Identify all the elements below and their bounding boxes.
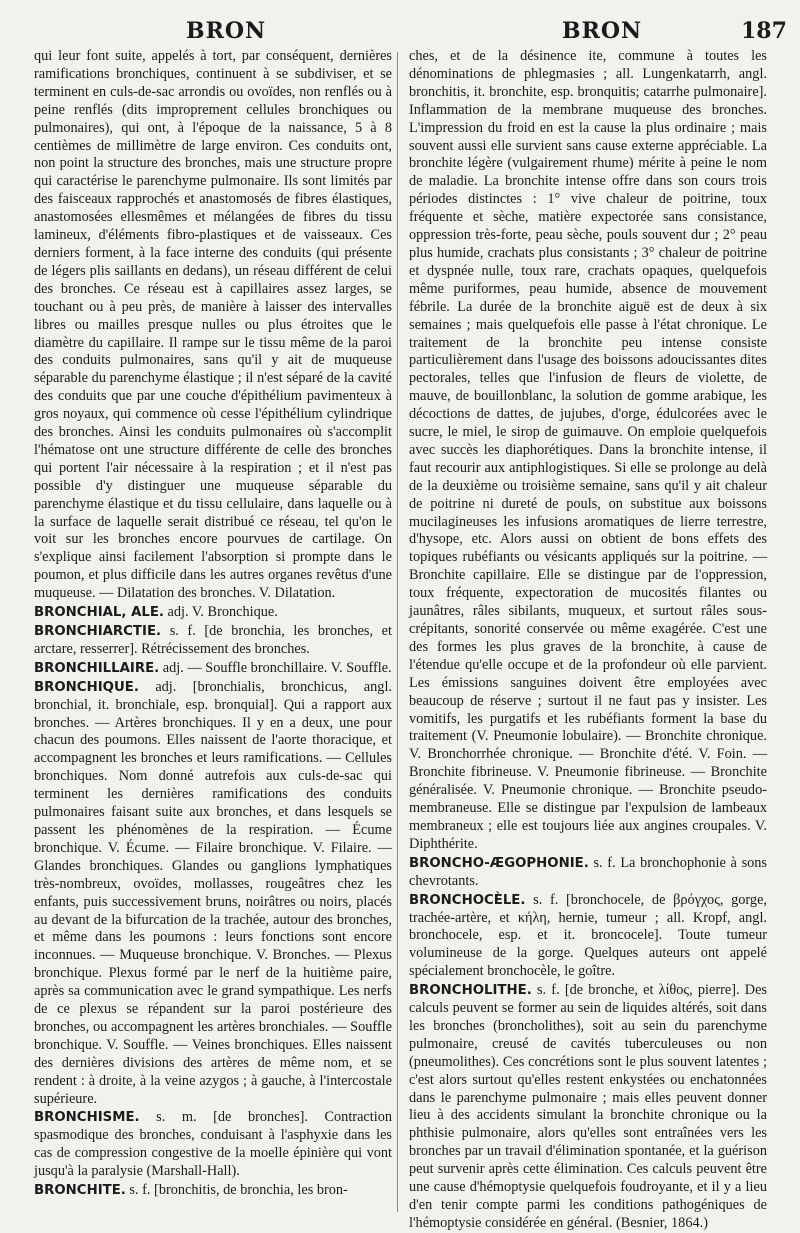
headword: BRONCHIAL, ALE. <box>34 605 164 621</box>
definition: adj. V. Bronchique. <box>163 604 278 621</box>
definition: s. f. La bronchophonie à sons chevrotants. <box>409 854 767 889</box>
right-column <box>409 48 767 1233</box>
headword: BRONCHIARCTIE. <box>34 624 162 639</box>
headword: BRONCHOCÈLE. <box>409 892 526 908</box>
headword: BRONCHIQUE. <box>34 679 139 695</box>
definition: s. f. [de bronche, et λίθος, pierre]. Des calculs peuvent se former au sein de liquides altérés, soit dans les bronches (broncholithes), soit au sein du parenchyme pulmonaire, creusé de cavités tuberculeuses ou non (pneumolithes). Ces concrétions sont le plus souvent latentes ; c'est alors surtout qu'elles restent enkystées ou enchatonnées dans le parenchyme pulmonaire ; mais elles peuvent donner lieu à des accidents simulant la bronchite chronique ou la phthisie pulmonaire, alors qu'elles sont entraînées vers les bronches par un travail d'élimination spontanée, et la guérison peut survenir après cette élimination. Ces calculs peuvent être une cause d'hémoptysie quelquefois foudroyante, et il y a lieu d'en tenir compte parmi les conditions pathogéniques de l'hémoptysie considérée en général. (Besnier, 1864.) <box>409 982 767 1231</box>
column-divider <box>397 52 398 1212</box>
bronchite-continuation: ches, et de la désinence ite, commune à toutes les dénominations de phlegmasies ; all. Lungenkatarrh, angl. bronchitis, it. bronchite, esp. bronquitis; catarrhe pulmonaire]. Inflammation de la membrane muqueuse des bronches. L'impression du froid en est la cause la plus ordinaire ; mais souvent aussi elle survient sans cause externe appréciable. La bronchite légère (vulgairement rhume) mérite à peine le nom de maladie. La bronchite intense offre dans son cours trois périodes distinctes : 1° vive chaleur de poitrine, toux fréquente et sèche, matière expectorée sans consistance, oppression très-forte, peau sèche, pouls souvent dur ; 2° peau plus humide, crachats plus consistants ; 3° chaleur de poitrine et dyspnée nulle, toux rare, crachats opaques, quelquefois même puriformes, peau humide, absence de mouvement fébrile. La durée de la bronchite aiguë est de deux à six semaines ; mais quelquefois elle passe à l'état chronique. Le traitement de la bronchite peu intense consiste particulièrement dans l'usage des boissons adoucissantes dites pectorales, telles que l'infusion de fleurs de violette, de mauve, de bouillonblanc, la solution de gomme arabique, les décoctions de dattes, de jujubes, d'orge, édulcorées avec le sucre, le miel, le sirop de guimauve. On emploie quelquefois avec succès les diaphorétiques. Dans la bronchite intense, il faut recourir aux antiphlogistiques. Si elle se prolonge au delà de la deuxième ou troisième semaine, sans qu'il y ait chaleur de poitrine ni dureté de pouls, on substitue aux boissons mucilagineuses les infusions aromatiques de lierre terrestre, d'hysope, etc. Alors aussi on obtient de bons effets des topiques rubéfiants ou vésicants appliqués sur la poitrine. — Bronchite capillaire. Elle se distingue par de l'oppression, toux fréquente, expectoration de mucosités filantes ou jaunâtres, râles sibilants, muqueux, et surtout râles sous-crépitants, sonorité conservée ou même exagérée. C'est une des formes les plus graves de la bronchite, à cause de l'étendue qu'elle occupe et de la profondeur où elle parvient. Les émissions sanguines doivent être employées avec beaucoup de réserve ; surtout il ne faut pas y insister. Les vomitifs, les purgatifs et les rubéfiants forment la base du traitement (V. Pneumonie lobulaire). — Bronchite chronique. V. Bronchorrhée chronique. — Bronchite d'été. V. Foin. — Bronchite fibrineuse. V. Pneumonie fibrineuse. — Bronchite généralisée. V. Pneumonie chronique. — Bronchite pseudo-membraneuse. Elle se distingue par l'expulsion de lambeaux membraneux ; elle est toujours liée aux angines croupales. V. Diphthérite. <box>409 48 767 852</box>
entry-bronchiarctie <box>34 623 392 659</box>
definition: s. f. [de bronchia, les bronches, et arctare, resserrer]. Rétrécissement des bronches. <box>34 623 392 657</box>
entry-bronchial <box>34 604 392 622</box>
entry-bronchocele <box>409 892 767 982</box>
entry-bronchillaire <box>34 660 392 678</box>
headword: BRONCHISME. <box>34 1110 140 1126</box>
definition: s. f. [bronchocele, de βρόγχος, gorge, trachée-artère, et κήλη, hernie, tumeur ; all. Kropf, angl. bronchocele, esp. et it. broncocele]. Toute tumeur volumineuse de la gorge. Quelques auteurs ont appelé spécialement bronchocèle, le goître. <box>409 891 767 980</box>
headword: BRONCHITE. <box>34 1183 126 1199</box>
entry-bronchique <box>34 679 392 1109</box>
entry-broncholithe <box>409 982 767 1233</box>
definition: adj. — Souffle bronchillaire. V. Souffle. <box>159 659 392 676</box>
headword: BRONCHO-ÆGOPHONIE. <box>409 855 589 871</box>
entry-bronchisme <box>34 1109 392 1181</box>
page-number: 187 <box>741 18 787 44</box>
entry-broncho-aegophonie <box>409 855 767 891</box>
definition: s. f. [bronchitis, de bronchia, les bron- <box>125 1182 348 1199</box>
definition: s. m. [de bronches]. Contraction spasmodique des bronches, conduisant à l'asphyxie dans les cas de compression congestive de la moelle épinière qui vont jusqu'à la paralysie (Marshall-Hall). <box>34 1109 392 1180</box>
definition: adj. [bronchialis, bronchicus, angl. bronchial, it. bronchiale, esp. bronquial]. Qui a rapport aux bronches. — Artères bronchiques. Il y en a deux, une pour chacun des poumons. Elles naissent de l'aorte thoracique, et accompagnent les bronches et leurs ramifications. — Cellules bronchiques. Nom donné autrefois aux culs-de-sac qui terminent les dernières ramifications des conduits pulmonaires faisant suite aux bronches, et dans lesquels se passent les phénomènes de la respiration. — Écume bronchique. V. Écume. — Filaire bronchique. V. Filaire. — Glandes bronchiques. Glandes ou ganglions lymphatiques très-nombreux, ovoïdes, mollasses, rougeâtres chez les enfants, puis successivement bruns, noirâtres ou noirs, placés au devant de la bifurcation de la trachée, autour des bronches, et même dans les poumons : leurs fonctions sont encore inconnues. — Muqueuse bronchique. V. Bronches. — Plexus bronchique. Plexus formé par le nerf de la huitième paire, après sa communication avec le grand sympathique. Les nerfs de ce plexus se répandent sur la paroi postérieure des bronches, ou accompagnent les artères bronchiales. — Souffle bronchique. V. Souffle. — Veines bronchiques. Elles naissent des dernières divisions des artères de même nom, et se rendent : à droite, à la veine azygos ; à gauche, à l'intercostale supérieure. <box>34 678 392 1107</box>
headword: BRONCHOLITHE. <box>409 983 532 999</box>
header-left-title: BRON <box>186 18 267 44</box>
headword: BRONCHILLAIRE. <box>34 660 160 676</box>
left-column <box>34 48 392 1200</box>
header-right-title: BRON <box>562 18 643 44</box>
bronches-continuation: qui leur font suite, appelés à tort, par conséquent, dernières ramifications bronchiques, continuent à se subdiviser, et se terminent en culs-de-sac arrondis ou ovoïdes, non renflés ou à peine renflés (dits improprement cellules bronchiques ou pulmonaires), qui ont, à l'époque de la naissance, 5 à 8 centièmes de millimètre de large environ. Ces conduits ont, non point la structure des bronches, mais une structure propre qui caractérise le parenchyme pulmonaire. Ils sont limités par des faisceaux rapprochés et anastomosés de fibres élastiques, anastomosées ellesmêmes et mélangées de fibres du tissu lamineux, d'éléments fibro-plastiques et de vaisseaux. Ces derniers forment, à la face interne des conduits (qui présente de légers plis saillants en dedans), un réseau différent de celui des bronches. Ce réseau est à capillaires assez larges, se touchant ou à peu près, de manière à laisser des intervalles libres ou mailles presque nulles ou plus étroites que le diamètre du capillaire. Il rampe sur le tissu même de la paroi des conduits pulmonaires, sans qu'il y ait de muqueuse séparable du parenchyme élastique ; il n'est séparé de la cavité des conduits que par une couche d'épithélium pavimenteux à gros noyaux, qui commence où cesse l'épithélium cylindrique des bronches. Ainsi les conduits pulmonaires où s'accomplit l'hématose ont une structure différente de celle des bronches qui portent l'air nécessaire à la respiration ; et il n'est pas possible d'y distinguer une muqueuse séparable du parenchyme élastique et du tissu cellulaire, dans laquelle ou à la surface de laquelle serait distribué ce réseau, tel qu'on le voit sur les bronches encore pourvues de cartilage. On s'explique ainsi facilement l'absorption si prompte dans le poumon, et plus difficile dans les autres organes revêtus d'une muqueuse. — Dilatation des bronches. V. Dilatation. <box>34 48 392 602</box>
entry-bronchite <box>34 1182 392 1200</box>
running-header <box>0 18 800 48</box>
